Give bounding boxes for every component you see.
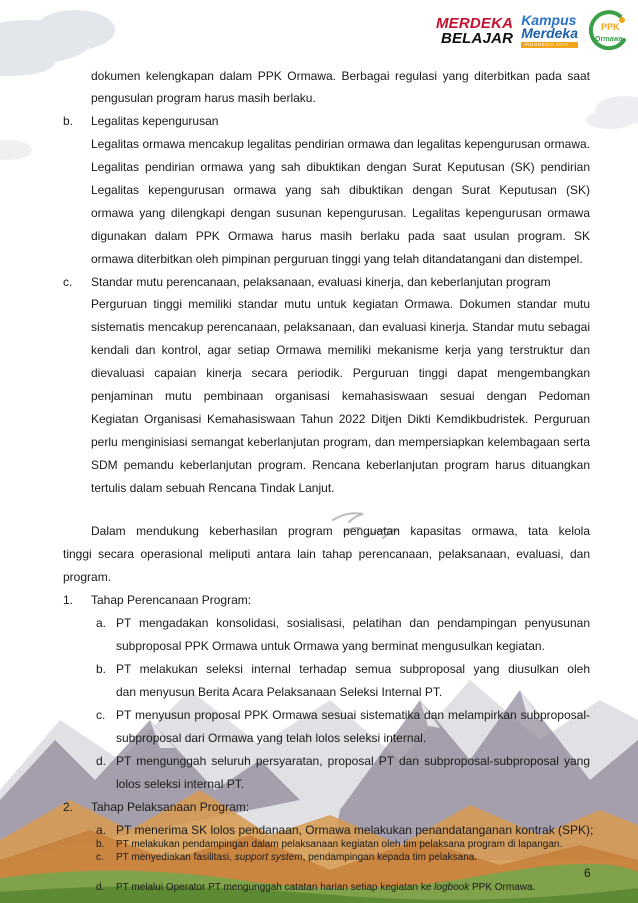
text-line: tinggi secara operasional meliputi antara lain tahap perencanaan, pelaksanaan, evaluasi, dan <box>63 547 590 561</box>
text-line: ormawa diterbitkan oleh pimpinan perguruan tinggi yang telah ditandatangani dan distempel. <box>91 252 583 266</box>
text-line: Legalitas kepengurusan ormawa yang sah dibuktikan dengan Surat Keputusan (SK) <box>91 183 590 197</box>
logo-text: INDONESIA JAYA <box>521 42 578 48</box>
text-line: penjaminan mutu pembinaan organisasi kemahasiswaan sesuai dengan Pedoman <box>91 389 590 403</box>
list-marker: 1. <box>63 593 74 607</box>
merdeka-belajar-logo <box>436 16 513 46</box>
logo-text: Merdeka <box>521 25 578 42</box>
text-line: subproposal PPK Ormawa untuk Ormawa yang berminat mengusulkan kegiatan. <box>116 639 545 653</box>
text-line: SDM pemandu keberlanjutan program. Rencana keberlanjutan program harus dituangkan <box>91 458 590 472</box>
list-marker: a. <box>96 616 107 630</box>
text-line: subproposal dari Ormawa yang telah lolos seleksi internal. <box>116 731 427 745</box>
list-marker: b. <box>63 114 74 128</box>
text-span: PPK Ormawa. <box>469 882 536 893</box>
text-line: dievaluasi capaian kinerja secara periodik. Perguruan tinggi dapat mengembangkan <box>91 366 590 380</box>
text-line: program. <box>63 570 112 584</box>
ppk-ormawa-logo <box>586 10 630 52</box>
text-line: dokumen kelengkapan dalam PPK Ormawa. Berbagai regulasi yang diterbitkan pada saat <box>91 69 590 83</box>
logo-text: MERDEKA <box>435 15 514 32</box>
list-marker: 2. <box>63 800 74 814</box>
cloud-right <box>586 96 638 129</box>
text-line: PT mengunggah seluruh persyaratan, proposal PT dan subproposal-subproposal yang <box>116 754 590 768</box>
logo-text: BELAJAR <box>440 30 514 47</box>
logo-text: Kampus <box>521 12 577 29</box>
list-marker: d. <box>96 882 105 893</box>
list-marker: c. <box>96 852 104 863</box>
list-marker: b. <box>96 839 105 850</box>
text-line: sistematis mencakup perencanaan, pelaksanaan, dan evaluasi kinerja. Standar mutu sebagai <box>91 320 590 334</box>
text-span: PT melalui Operator PT mengunggah catatan harian setiap kegiatan ke <box>116 882 435 893</box>
text-span: , pendampingan kepada tim pelaksana. <box>302 852 478 863</box>
list-marker: a. <box>96 823 107 837</box>
list-marker: d. <box>96 754 107 768</box>
text-line: Legalitas pendirian ormawa yang sah dibuktikan dengan Surat Keputusan (SK) pendirian <box>91 160 590 174</box>
section-heading: Tahap Perencanaan Program: <box>91 593 252 607</box>
list-marker: c. <box>96 708 106 722</box>
text-line: PT menerima SK lolos pendanaan, Ormawa melakukan penandatanganan kontrak (SPK); <box>116 823 594 837</box>
text-line: ormawa yang dilengkapi dengan susunan kepengurusan. Legalitas kepengurusan ormawa <box>91 206 590 220</box>
text-line: lolos seleksi internal PT. <box>116 777 245 791</box>
text-span-italic: support system <box>234 852 303 863</box>
list-marker: b. <box>96 662 107 676</box>
logo-text: Ormawa <box>595 36 623 43</box>
logo-text: PPK <box>601 22 620 32</box>
section-heading: Legalitas kepengurusan <box>91 114 219 128</box>
text-line <box>116 851 477 865</box>
cloud-top-left <box>0 10 115 76</box>
text-line: Dalam mendukung keberhasilan program penguatan kapasitas ormawa, tata kelola <box>91 524 590 538</box>
text-line: perlu menginisiasi semangat keberlanjutan program, dan mempersiapkan kelembagaan serta <box>91 435 590 449</box>
text-span: PT menyediakan fasilitasi, <box>116 852 235 863</box>
page-number: 6 <box>584 866 591 880</box>
text-line: Legalitas ormawa mencakup legalitas pendirian ormawa dan legalitas kepengurusan ormawa. <box>91 137 590 151</box>
section-heading: Standar mutu perencanaan, pelaksanaan, evaluasi kinerja, dan keberlanjutan program <box>91 275 551 289</box>
text-line: Perguruan tinggi memiliki standar mutu untuk kegiatan Ormawa. Dokumen standar mutu <box>91 297 590 311</box>
text-line <box>116 881 535 895</box>
text-line: pengusulan program harus masih berlaku. <box>91 91 316 105</box>
text-line: digunakan dalam PPK Ormawa harus masih berlaku pada saat usulan program. SK <box>91 229 590 243</box>
text-span: PT melakukan pendampingan dalam pelaksanaan kegiatan oleh tim pelaksana program di <box>116 839 516 850</box>
kampus-merdeka-logo <box>521 14 578 48</box>
cloud-left <box>0 140 32 160</box>
text-line <box>116 838 590 852</box>
text-line: kendali dan kontrol, agar setiap Ormawa memiliki mekanisme kerja yang terstruktur dan <box>91 343 590 357</box>
text-line: tertulis dalam sebuah Rencana Tindak Lanjut. <box>91 481 335 495</box>
text-line: PT mengadakan konsolidasi, sosialisasi, pelatihan dan pendampingan penyusunan <box>116 616 590 630</box>
list-marker: c. <box>63 275 73 289</box>
text-line: Kegiatan Organisasi Kemahasiswaan Tahun 2022 Ditjen Dikti Kemdikbudristek. Perguruan <box>91 412 590 426</box>
header-logos <box>436 8 630 54</box>
section-heading: Tahap Pelaksanaan Program: <box>91 800 250 814</box>
text-line: PT melakukan seleksi internal terhadap semua subproposal yang diusulkan oleh <box>116 662 590 676</box>
text-line: PT menyusun proposal PPK Ormawa sesuai sistematika dan melampirkan subproposal- <box>116 708 590 722</box>
text-span-italic: logbook <box>434 882 470 893</box>
text-line: dan menyusun Berita Acara Pelaksanaan Seleksi Internal PT. <box>116 685 443 699</box>
text-span: lapangan. <box>518 839 563 850</box>
